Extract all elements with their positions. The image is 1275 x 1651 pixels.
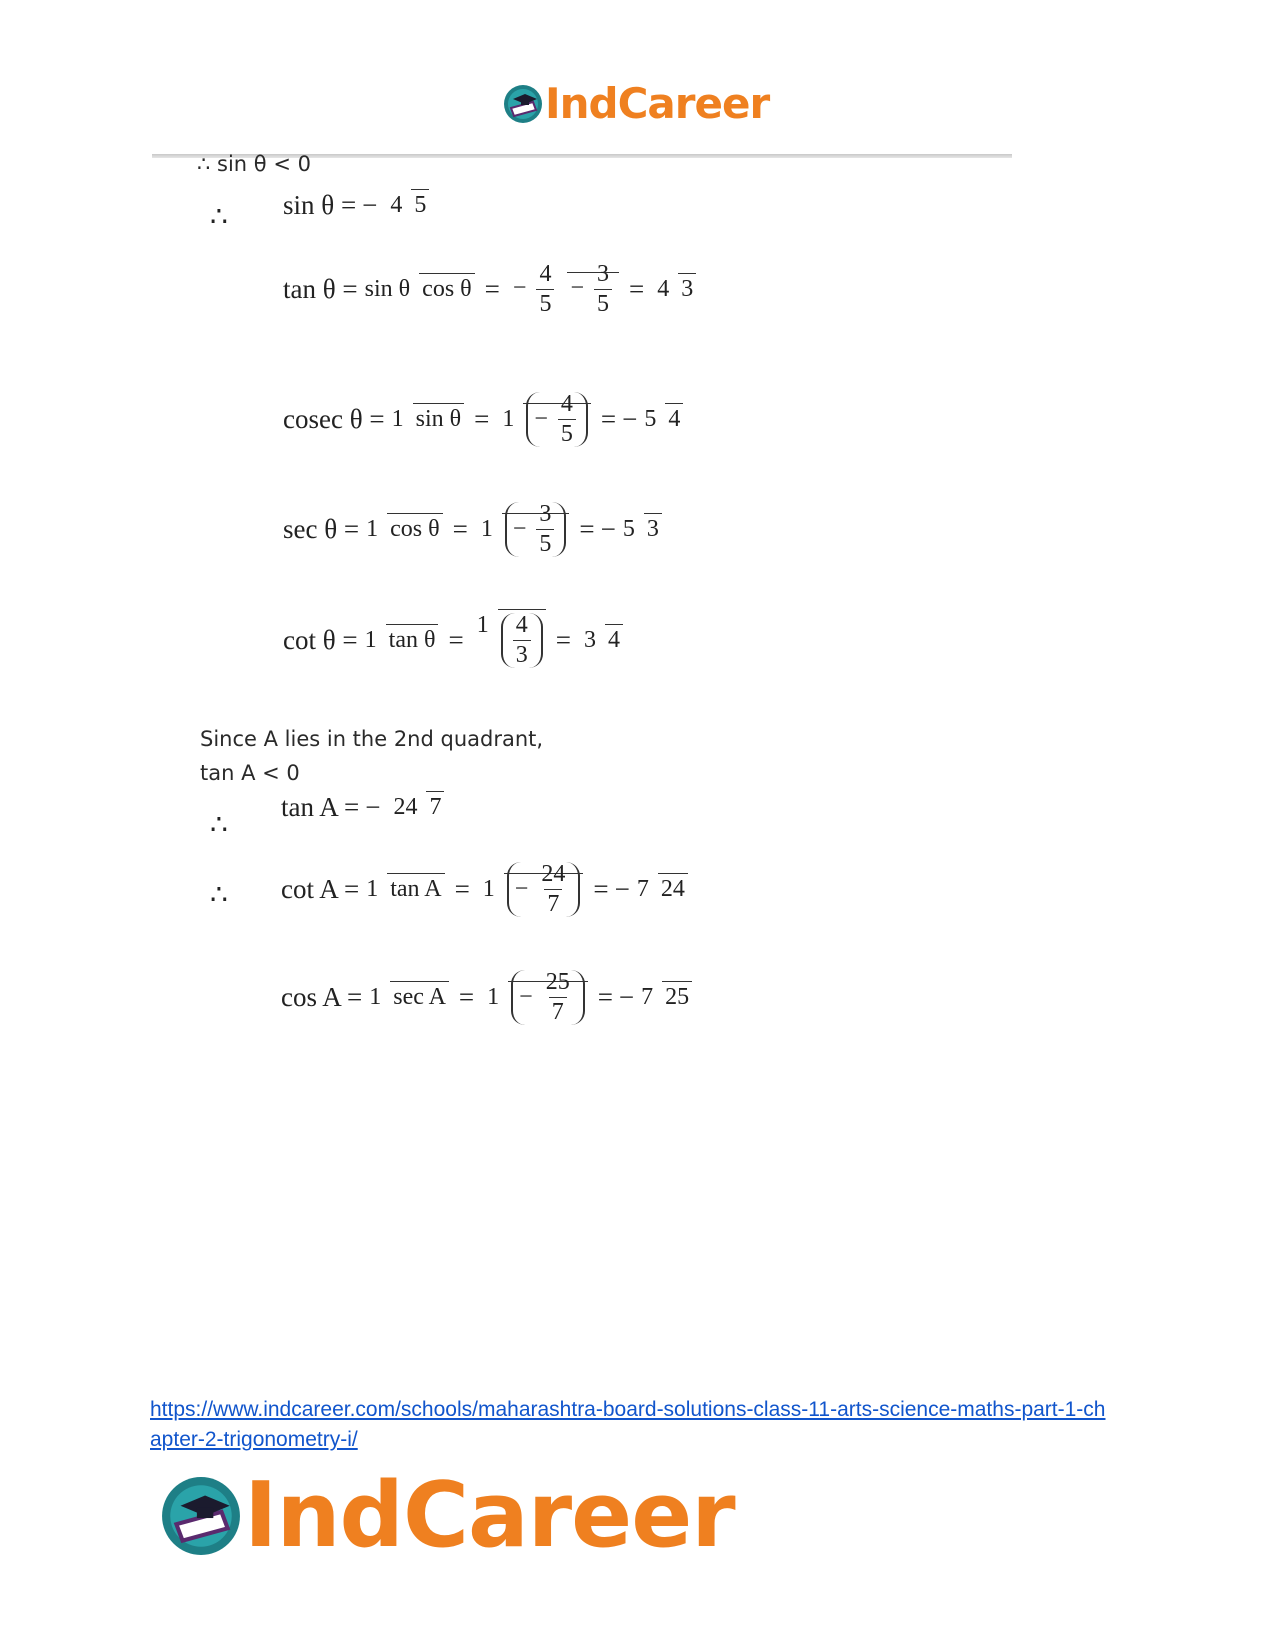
equation-tan-theta: tan θ = sin θ cos θ = − $\frac{4}{5}$ − $\frac{3}{5}$ = 4 3 — [283, 262, 700, 317]
graduation-cap-book-icon — [160, 1475, 242, 1557]
equation-sec-theta: sec θ = 1 cos θ = 1 − $\frac{3}{5}$ = − 5 3 — [283, 502, 666, 557]
header-logo-text: IndCareer — [545, 79, 770, 128]
equation-cos-A: cos A = 1 sec A = 1 − $\frac{25}{7}$ = − 7 25 — [281, 970, 696, 1025]
equation-sin-theta: sin θ = − 4 5 — [283, 190, 433, 221]
therefore-symbol: ∴ — [210, 202, 228, 233]
equation-cot-A: cot A = 1 tan A = 1 − $\frac{24}{7}$ = − 7 24 — [281, 862, 692, 917]
equation-cot-theta: cot θ = 1 tan θ = 1 $\frac{4}{3}$ = 3 4 — [283, 612, 627, 668]
text-quadrant: Since A lies in the 2nd quadrant, — [200, 727, 544, 751]
equation-cosec-theta: cosec θ = 1 sin θ = 1 − $\frac{4}{5}$ = − 5 4 — [283, 392, 687, 447]
equation-tan-A: tan A = − 24 7 — [281, 792, 448, 823]
therefore-symbol: ∴ — [210, 880, 228, 911]
text-tanA-negative: tan A < 0 — [200, 761, 300, 785]
graduation-cap-book-icon — [503, 84, 543, 124]
footer-logo-text: IndCareer — [244, 1463, 735, 1568]
therefore-symbol: ∴ — [210, 810, 228, 841]
condition-sin-negative: ∴ sin θ < 0 — [197, 152, 311, 176]
header-logo — [503, 80, 769, 128]
footer-logo — [160, 1463, 735, 1568]
source-url-link[interactable]: https://www.indcareer.com/schools/maharashtra-board-solutions-class-11-arts-science-maths-part-1-chapter-2-trigonometry-i/ — [150, 1398, 1106, 1451]
